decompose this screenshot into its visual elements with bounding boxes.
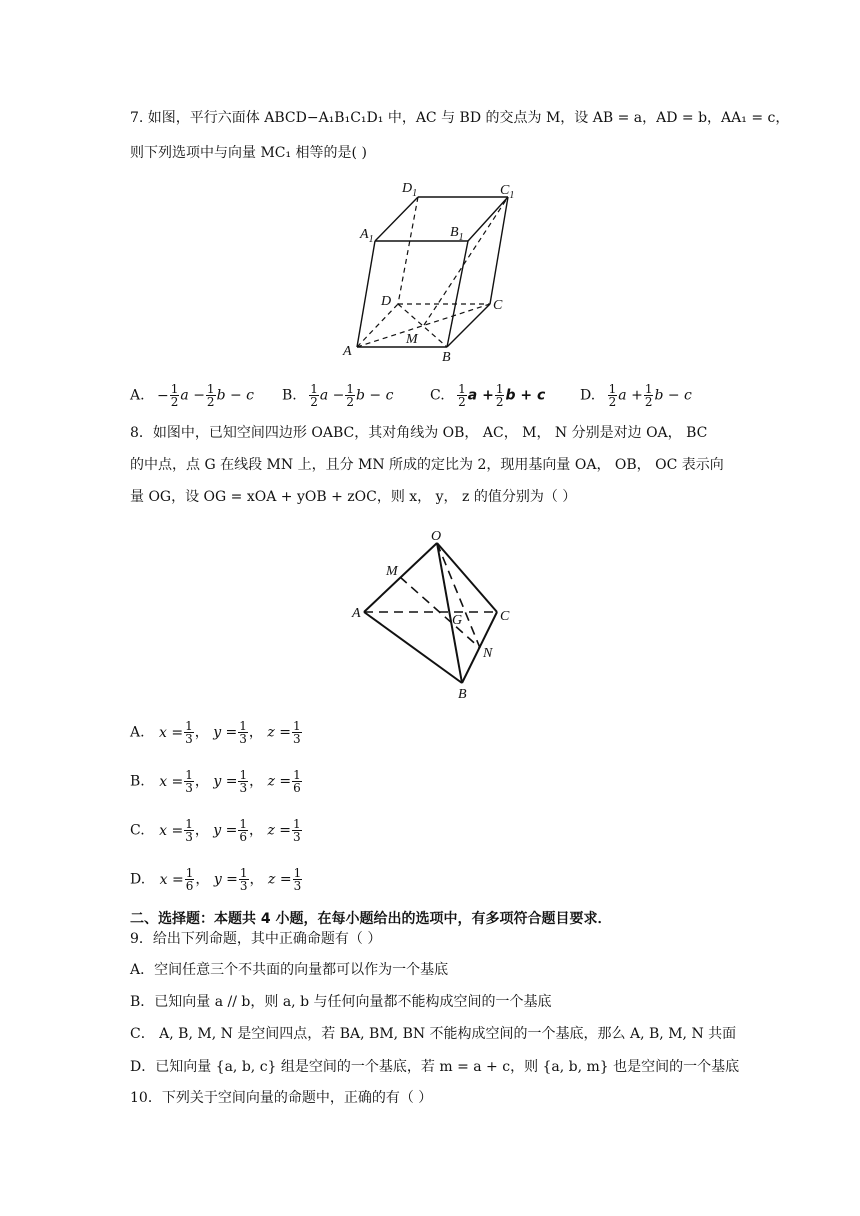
q7-stem-line2: 则下列选项中与向量 MC₁ 相等的是( ) (130, 145, 367, 161)
q9-stem: 9．给出下列命题，其中正确命题有（ ） (130, 931, 382, 947)
q8-option-b[interactable]: B. x = $\frac{1}{3}$ ， y = $\frac{1}{3}$ ， z = $\frac{1}{6}$ (130, 768, 301, 795)
parallelepiped-hidden-edges (357, 197, 508, 347)
q9-option-a[interactable]: A．空间任意三个不共面的向量都可以作为一个基底 (130, 962, 449, 978)
label-B: B (442, 350, 451, 365)
label-N: N (483, 646, 493, 661)
q7-option-a[interactable]: A. − $\frac{1}{2}$ a − $\frac{1}{2}$ b − c (130, 382, 254, 409)
q8-option-c[interactable]: C. x = $\frac{1}{3}$ ， y = $\frac{1}{6}$ ， z = $\frac{1}{3}$ (130, 817, 301, 844)
label-A: A (343, 344, 352, 359)
q7-option-b[interactable]: B. $\frac{1}{2}$ a − $\frac{1}{2}$ b − c (282, 382, 394, 409)
q8-option-a[interactable]: A. x = $\frac{1}{3}$ ， y = $\frac{1}{3}$ ， z = $\frac{1}{3}$ (130, 719, 301, 746)
q8-stem-line1: 8．如图中，已知空间四边形 OABC，其对角线为 OB， AC， M， N 分别是对边 OA， BC (130, 425, 708, 441)
label-M: M (386, 564, 398, 579)
label-C1: $C_1$ (500, 183, 515, 201)
parallelepiped-edges (357, 197, 508, 347)
q8-stem-line2: 的中点，点 G 在线段 MN 上，且分 MN 所成的定比为 2，现用基向量 OA， OB， OC 表示向 (130, 457, 724, 473)
tetrahedron-edges (364, 543, 497, 683)
label-A: A (352, 606, 361, 621)
q8-option-d[interactable]: D. x = $\frac{1}{6}$ ， y = $\frac{1}{3}$ ， z = $\frac{1}{3}$ (130, 866, 302, 893)
label-D: D (381, 294, 392, 309)
label-G: G (452, 613, 463, 628)
q10-stem: 10．下列关于空间向量的命题中，正确的有（ ） (130, 1090, 433, 1106)
label-B1: $B_1$ (450, 225, 464, 243)
label-D1: $D_1$ (402, 181, 418, 199)
q7-option-d[interactable]: D. $\frac{1}{2}$ a + $\frac{1}{2}$ b − c (580, 382, 692, 409)
q7-stem-line1: 7. 如图，平行六面体 ABCD−A₁B₁C₁D₁ 中，AC 与 BD 的交点为 M，设 AB = a，AD = b，AA₁ = c， (130, 110, 790, 126)
label-B: B (458, 687, 467, 702)
label-O: O (431, 529, 442, 544)
tetrahedron-hidden-edges (364, 543, 497, 648)
q9-option-c[interactable]: C． A, B, M, N 是空间四点，若 BA, BM, BN 不能构成空间的一个基底，那么 A, B, M, N 共面 (130, 1026, 737, 1042)
label-C: C (500, 609, 510, 624)
section-2-heading: 二、选择题：本题共 4 小题，在每小题给出的选项中，有多项符合题目要求． (130, 911, 612, 927)
label-M: M (406, 332, 418, 347)
label-A1: $A_1$ (360, 227, 374, 245)
q8-stem-line3: 量 OG，设 OG = xOA + yOB + zOC，则 x， y， z 的值分别为（ ） (130, 489, 577, 505)
label-C: C (493, 298, 503, 313)
q9-option-b[interactable]: B．已知向量 a // b，则 a, b 与任何向量都不能构成空间的一个基底 (130, 994, 552, 1010)
q9-option-d[interactable]: D．已知向量 {a, b, c} 组是空间的一个基底，若 m = a + c，则 {a, b, m} 也是空间的一个基底 (130, 1059, 740, 1075)
q7-option-c[interactable]: C. $\frac{1}{2}$ a + $\frac{1}{2}$ b + c (430, 382, 546, 409)
